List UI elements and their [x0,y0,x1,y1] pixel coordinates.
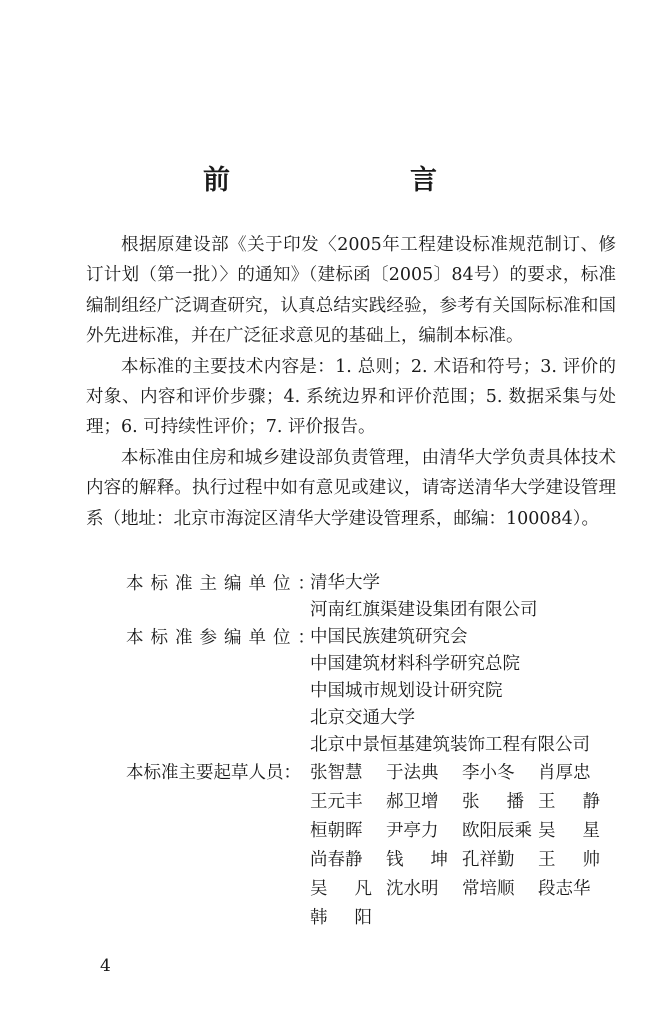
drafter-name: 尚春静 [310,850,363,870]
participating-unit: 北京交通大学 [310,708,415,728]
participating-unit: 中国城市规划设计研究院 [310,681,503,701]
drafter-name: 于法典 [386,763,439,783]
participating-unit: 中国民族建筑研究会 [310,627,468,647]
drafter-name: 吴 星 [538,821,600,841]
drafter-name: 欧阳辰乘 [462,821,532,841]
drafter-name: 韩 阳 [310,908,372,928]
page-number: 4 [100,956,111,976]
drafters-section [86,759,626,933]
drafter-name: 吴 凡 [310,879,372,899]
drafter-name: 肖厚忠 [538,763,591,783]
chief-unit: 河南红旗渠建设集团有限公司 [310,600,538,620]
drafter-name: 王 帅 [538,850,600,870]
drafter-name: 王元丰 [310,792,363,812]
drafter-name: 郝卫增 [386,792,439,812]
drafters-grid [310,759,626,933]
drafter-name: 张智慧 [310,763,363,783]
chief-unit: 清华大学 [310,573,380,593]
drafter-name: 王 静 [538,792,600,812]
chief-units [86,570,626,624]
foreword-body [86,230,616,534]
paragraph-management: 本标准由住房和城乡建设部负责管理，由清华大学负责具体技术内容的解释。执行过程中如有意见或建议，请寄送清华大学建设管理系（地址：北京市海淀区清华大学建设管理系，邮编：100084）。 [86,447,616,529]
drafter-name: 孔祥勤 [462,850,515,870]
page-title: 前 言 [203,165,479,196]
drafter-name: 沈水明 [386,879,439,899]
paragraph-background: 根据原建设部《关于印发〈2005年工程建设标准规范制订、修订计划（第一批）〉的通知》（建标函〔2005〕84号）的要求，标准编制组经广泛调查研究，认真总结实践经验，参考有关国际标准和国外先进标准，并在广泛征求意见的基础上，编制本标准。 [86,235,616,347]
participating-unit: 中国建筑材料科学研究总院 [310,654,520,674]
drafter-name: 李小冬 [462,763,515,783]
units-section [86,570,626,933]
chief-units-label: 本标准主编单位： [126,574,322,594]
drafter-name: 张 播 [462,792,524,812]
drafters-label: 本标准主要起草人员： [126,763,301,783]
paragraph-contents: 本标准的主要技术内容是：1. 总则；2. 术语和符号；3. 评价的对象、内容和评价步骤；4. 系统边界和评价范围；5. 数据采集与处理；6. 可持续性评价；7. 评价报告。 [86,356,616,438]
drafter-name: 钱 坤 [386,850,448,870]
drafter-name: 尹亭力 [386,821,439,841]
participating-units [86,624,626,759]
drafter-name: 桓朝晖 [310,821,363,841]
drafter-name: 常培顺 [462,879,515,899]
participating-unit: 北京中景恒基建筑装饰工程有限公司 [310,735,590,755]
drafter-name: 段志华 [538,879,591,899]
participating-units-label: 本标准参编单位： [126,628,322,648]
